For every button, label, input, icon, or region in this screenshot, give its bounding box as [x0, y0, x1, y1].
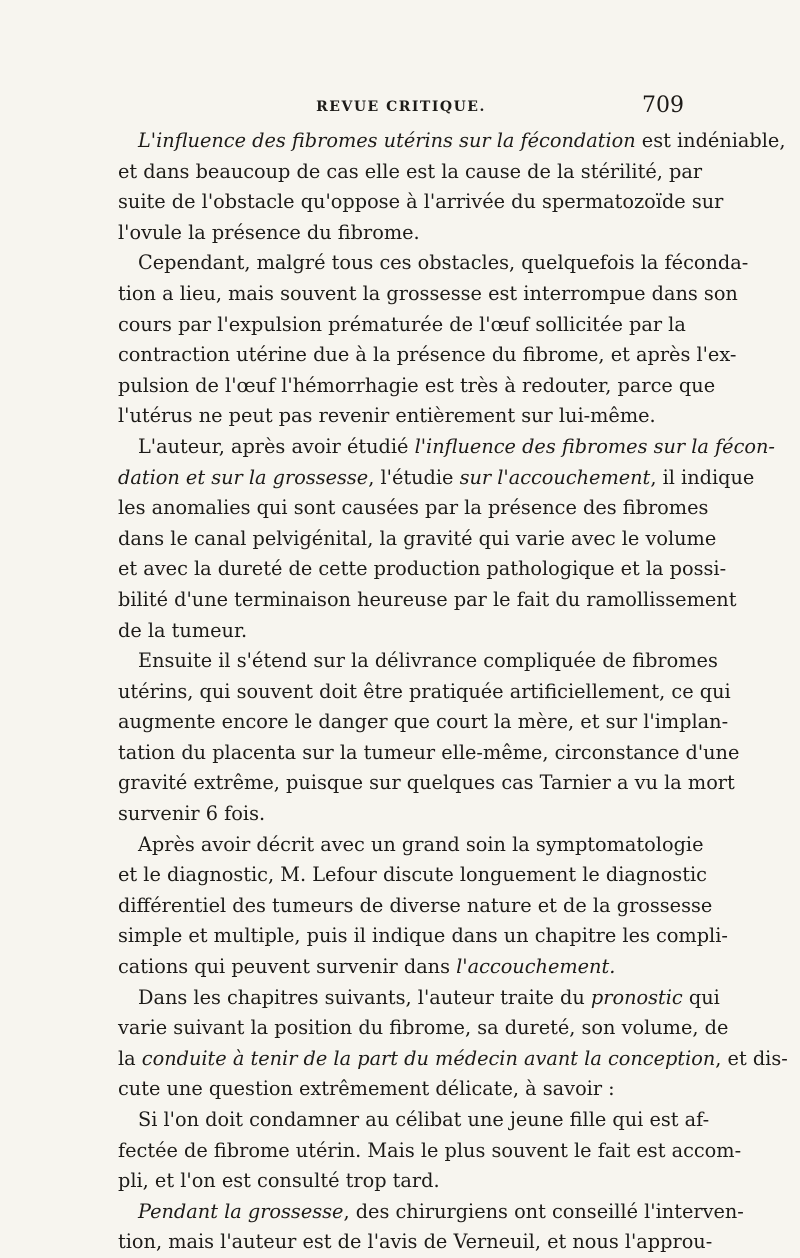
text-run: gravité extrême, puisque sur quelques cas Tarnier a vu la mort — [118, 771, 735, 795]
text-run: , et dis- — [715, 1046, 788, 1070]
text-line — [118, 799, 684, 830]
text-run: qui — [682, 985, 720, 1009]
text-run: simple et multiple, puis il indique dans un chapitre les compli- — [118, 924, 728, 948]
text-line — [118, 463, 755, 494]
italic-text: dation et sur la grossesse — [118, 465, 369, 489]
text-line — [118, 524, 717, 555]
text-line — [118, 891, 713, 922]
italic-text: conduite à tenir de la part du médecin avant la conception — [141, 1046, 716, 1070]
text-line — [118, 983, 720, 1014]
text-line — [118, 554, 727, 585]
text-run: dans le canal pelvigénital, la gravité qui varie avec le volume — [118, 526, 717, 550]
text-line — [118, 1136, 742, 1167]
text-run: de la tumeur. — [118, 618, 248, 642]
text-line — [118, 401, 684, 432]
text-line — [118, 921, 728, 952]
text-line — [118, 1044, 788, 1075]
text-run: Ensuite il s'étend sur la délivrance compliquée de fibromes — [138, 649, 718, 673]
italic-text: l'accouchement. — [456, 955, 616, 979]
text-run: pulsion de l'œuf l'hémorrhagie est très à redouter, parce que — [118, 373, 716, 397]
text-line — [118, 432, 775, 463]
text-run: L'auteur, après avoir étudié — [138, 434, 415, 458]
text-run: l'utérus ne peut pas revenir entièrement sur lui-même. — [118, 404, 656, 428]
text-line — [118, 860, 707, 891]
text-line — [118, 1227, 713, 1258]
text-run: varie suivant la position du fibrome, sa dureté, son volume, de — [118, 1016, 729, 1040]
text-line — [118, 585, 737, 616]
text-run: , il indique — [650, 465, 755, 489]
italic-text: l'influence des fibromes sur la fécon- — [414, 434, 775, 458]
text-run: , l'étudie — [368, 465, 460, 489]
text-line — [118, 126, 786, 157]
text-line — [118, 646, 718, 677]
text-line — [118, 187, 724, 218]
text-run: Si l'on doit condamner au célibat une jeune fille qui est af- — [138, 1108, 710, 1131]
page-number: 709 — [642, 93, 684, 118]
text-run: Cependant, malgré tous ces obstacles, quelquefois la féconda- — [138, 251, 749, 275]
text-run: et le diagnostic, M. Lefour discute longuement le diagnostic — [118, 863, 707, 887]
text-run: tion, mais l'auteur est de l'avis de Verneuil, et nous l'approu- — [118, 1230, 713, 1254]
text-line — [118, 279, 738, 310]
italic-text: L'influence des fibromes utérins sur la fécondation — [138, 129, 636, 152]
text-line — [118, 738, 740, 769]
text-line — [118, 1166, 684, 1197]
italic-text: pronostic — [590, 985, 683, 1009]
text-run: Après avoir décrit avec un grand soin la symptomatologie — [138, 832, 704, 856]
text-line — [118, 830, 704, 861]
body-text — [118, 126, 788, 1258]
text-run: est indéniable, — [635, 129, 786, 152]
text-line — [118, 493, 709, 524]
text-line — [118, 768, 735, 799]
text-line — [118, 1105, 710, 1136]
text-line — [118, 707, 729, 738]
text-run: pli, et l'on est consulté trop tard. — [118, 1169, 440, 1193]
text-line — [118, 157, 703, 188]
text-line — [118, 616, 684, 647]
text-run: augmente encore le danger que court la mère, et sur l'implan- — [118, 710, 729, 734]
text-line — [118, 952, 684, 983]
page-header — [118, 95, 684, 125]
italic-text: Pendant la grossesse — [138, 1199, 344, 1223]
text-run: tation du placenta sur la tumeur elle-même, circonstance d'une — [118, 740, 740, 764]
text-run: cations qui peuvent survenir dans — [118, 955, 457, 979]
text-run: bilité d'une terminaison heureuse par le fait du ramollissement — [118, 587, 737, 611]
text-line — [118, 371, 716, 402]
italic-text: sur l'accouchement — [459, 465, 651, 489]
text-run: tion a lieu, mais souvent la grossesse est interrompue dans son — [118, 281, 738, 305]
text-run: cours par l'expulsion prématurée de l'œuf sollicitée par la — [118, 312, 686, 336]
text-run: et dans beaucoup de cas elle est la cause de la stérilité, par — [118, 159, 703, 183]
text-run: Dans les chapitres suivants, l'auteur traite du — [138, 985, 591, 1009]
text-run: , des chirurgiens ont conseillé l'interven- — [343, 1199, 744, 1223]
text-run: survenir 6 fois. — [118, 802, 266, 826]
text-line — [118, 1197, 744, 1228]
text-run: contraction utérine due à la présence du fibrome, et après l'ex- — [118, 343, 737, 367]
running-title: REVUE CRITIQUE. — [316, 99, 486, 115]
text-run: et avec la dureté de cette production pathologique et la possi- — [118, 557, 727, 581]
text-line — [118, 248, 749, 279]
text-line — [118, 1013, 729, 1044]
text-line — [118, 1074, 684, 1105]
text-line — [118, 218, 684, 249]
text-line — [118, 677, 731, 708]
text-run: utérins, qui souvent doit être pratiquée artificiellement, ce qui — [118, 679, 731, 703]
text-line — [118, 340, 737, 371]
text-run: la — [118, 1046, 142, 1070]
text-run: fectée de fibrome utérin. Mais le plus souvent le fait est accom- — [118, 1138, 742, 1162]
text-run: suite de l'obstacle qu'oppose à l'arrivée du spermatozoïde sur — [118, 190, 724, 214]
text-run: différentiel des tumeurs de diverse nature et de la grossesse — [118, 893, 713, 917]
text-run: cute une question extrêmement délicate, à savoir : — [118, 1077, 615, 1101]
text-line — [118, 310, 684, 341]
text-run: l'ovule la présence du fibrome. — [118, 220, 420, 244]
text-run: les anomalies qui sont causées par la présence des fibromes — [118, 496, 709, 520]
